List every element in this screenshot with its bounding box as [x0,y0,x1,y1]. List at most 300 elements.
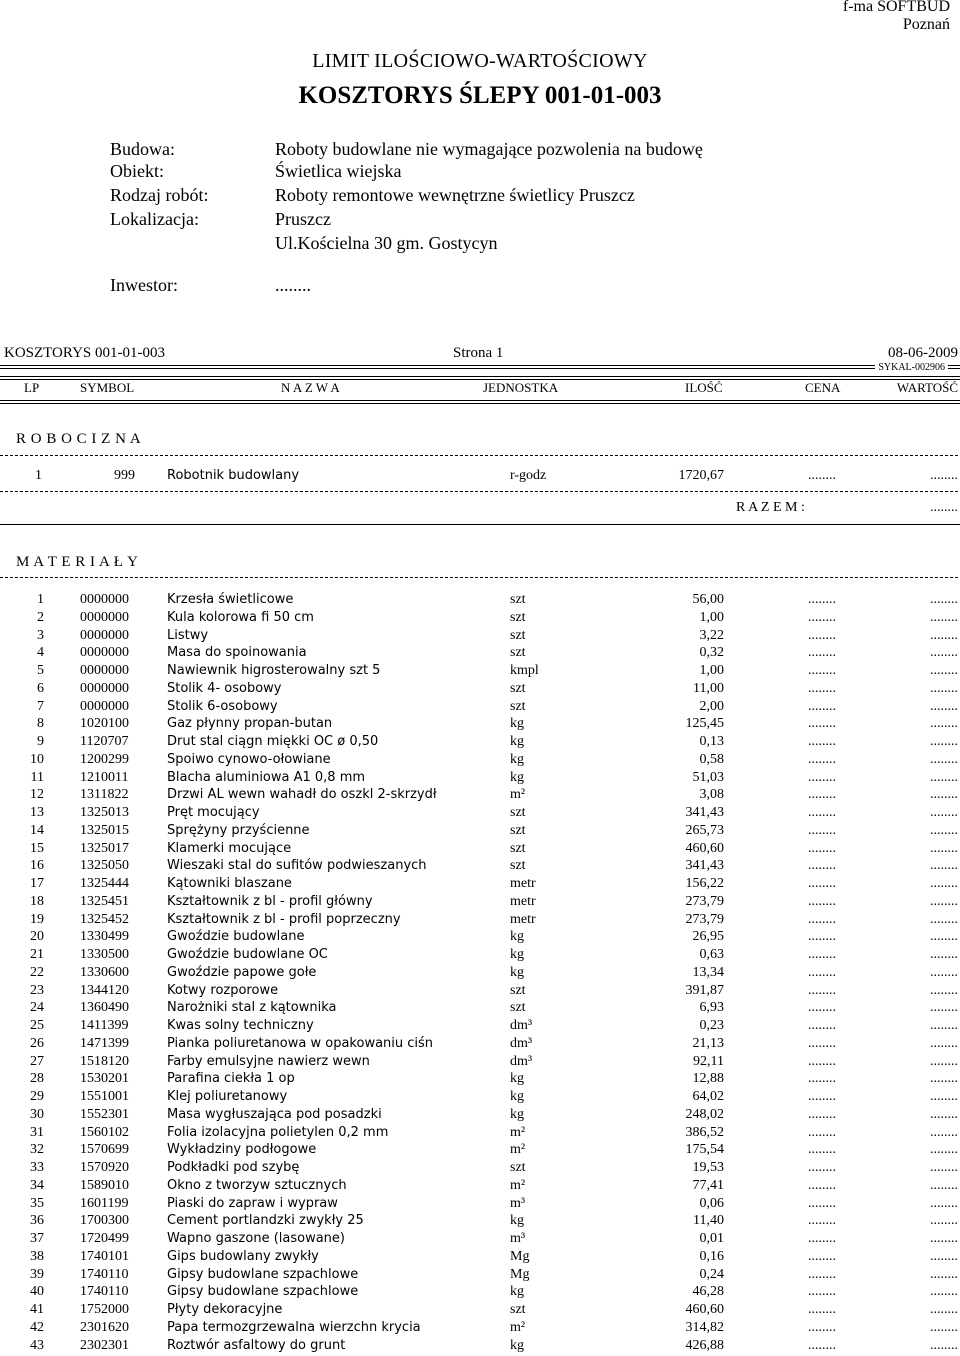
cell-qty: 92,11 [693,1053,724,1069]
cell-value: ........ [930,1337,958,1353]
table-row [0,1248,960,1266]
cell-unit: kg [510,1337,524,1353]
cell-name: Kula kolorowa fi 50 cm [167,609,314,625]
cell-price: ........ [808,1053,836,1069]
cell-name: Parafina ciekła 1 op [167,1071,295,1087]
cell-price: ........ [808,929,836,945]
table-row [0,1141,960,1159]
cell-unit: m² [510,787,526,803]
cell-qty: 0,32 [699,645,724,661]
cell-unit: m² [510,1142,526,1158]
cell-qty: 273,79 [685,911,724,927]
cell-unit: dm³ [510,1018,533,1033]
table-row [0,1337,960,1355]
cell-name: Listwy [167,627,209,643]
cell-lp: 19 [30,911,44,927]
cell-unit: dm³ [510,1035,533,1051]
cell-symbol: 1740101 [80,1248,129,1264]
table-row [0,1177,960,1195]
cell-lp: 29 [30,1089,44,1104]
cell-qty: 0,63 [699,947,724,962]
cell-symbol: 1325013 [80,805,129,820]
cell-unit: m² [510,1319,526,1335]
col-price: CENA [805,380,841,395]
cell-name: Podkładki pod szybę [167,1160,300,1175]
cell-lp: 32 [30,1142,44,1158]
col-name: N A Z W A [281,380,340,395]
cell-name: Gipsy budowlane szpachlowe [167,1284,359,1300]
cell-lp: 18 [30,893,44,909]
cell-price: ........ [808,1266,836,1282]
cell-lp: 7 [37,698,44,714]
cell-name: Gwoździe budowlane [167,929,305,945]
cell-name: Gipsy budowlane szpachlowe [167,1266,359,1282]
cell-unit: szt [510,698,526,714]
cell-symbol: 0000000 [80,663,129,678]
cell-price: ........ [808,734,836,749]
cell-price: ........ [808,769,836,785]
cell-symbol: 999 [114,468,135,483]
cell-price: ........ [808,1302,836,1317]
cell-price: ........ [808,645,836,661]
table-row [0,999,960,1017]
table-row [0,644,960,662]
cell-unit: szt [510,1160,526,1175]
dashed-rule [0,577,958,578]
cell-unit: Mg [510,1266,530,1282]
cell-qty: 0,13 [699,734,724,749]
cell-name: Wykładziny podłogowe [167,1142,317,1158]
table-row [0,982,960,1000]
cell-lp: 13 [30,805,44,820]
cell-price: ........ [808,1089,836,1104]
cell-qty: 0,23 [699,1018,724,1033]
cell-price: ........ [808,893,836,909]
cell-qty: 56,00 [692,592,724,607]
table-row [0,662,960,680]
cell-value: ........ [930,716,958,732]
cell-symbol: 1740110 [80,1284,129,1300]
section-heading-robocizna: R O B O C I Z N A [16,431,142,447]
cell-symbol: 1210011 [80,769,129,785]
cell-name: Gips budowlany zwykły [167,1248,319,1264]
cell-unit: kg [510,1071,524,1087]
cell-lp: 36 [30,1213,44,1229]
cell-lp: 23 [30,982,44,998]
cell-symbol: 1589010 [80,1177,129,1193]
table-row [0,627,960,645]
cell-unit: kg [510,947,524,962]
company-city: Poznań [902,16,950,33]
cell-price: ........ [808,787,836,803]
cell-lp: 8 [37,716,44,732]
cell-unit: kmpl [510,663,539,678]
cell-lp: 37 [30,1231,44,1246]
cell-value: ........ [930,1071,958,1087]
cell-name: Drzwi AL wewn wahadł do oszkl 2-skrzydł [167,787,437,803]
cell-symbol: 1752000 [80,1302,129,1317]
cell-qty: 2,00 [699,698,724,714]
table-row [0,822,960,840]
cell-lp: 16 [30,858,44,874]
obiekt-label: Obiekt: [110,161,164,181]
table-row [0,1159,960,1177]
col-value: WARTOŚĆ [896,380,958,395]
cell-symbol: 1720499 [80,1231,129,1246]
cell-name: Spoiwo cynowo-ołowiane [167,751,331,767]
cell-value: ........ [930,645,958,661]
table-row [0,1230,960,1248]
dashed-rule [0,491,958,492]
cell-value: ........ [930,1089,958,1104]
cell-price: ........ [808,1284,836,1300]
cell-qty: 3,08 [699,787,724,803]
cell-unit: metr [510,876,536,891]
cell-name: Klej poliuretanowy [167,1089,288,1104]
cell-value: ........ [930,1124,958,1140]
cell-lp: 24 [30,1000,44,1016]
cell-lp: 33 [30,1160,44,1175]
cell-value: ........ [930,1053,958,1069]
cell-name: Gaz płynny propan-butan [167,716,333,732]
cell-qty: 248,02 [685,1106,724,1122]
cell-value: ........ [930,1018,958,1033]
cell-qty: 265,73 [685,822,724,838]
cell-name: Roztwór asfaltowy do grunt [167,1337,346,1353]
cell-name: Krzesła świetlicowe [167,592,294,607]
cell-lp: 15 [30,840,44,856]
cell-symbol: 0000000 [80,627,129,643]
address-value: Ul.Kościelna 30 gm. Gostycyn [275,233,498,253]
table-row [0,1195,960,1213]
cell-qty: 1,00 [699,663,724,678]
cell-qty: 460,60 [685,840,724,856]
cell-value: ........ [930,734,958,749]
table-row [0,946,960,964]
cell-lp: 11 [30,769,44,785]
budowa-value: Roboty budowlane nie wymagające pozwolenia na budowę [275,139,703,159]
cell-name: Okno z tworzyw sztucznych [167,1177,347,1193]
col-unit: JEDNOSTKA [483,380,559,395]
cell-name: Gwoździe budowlane OC [167,947,328,962]
cell-name: Robotnik budowlany [167,468,300,483]
cell-value: ........ [930,876,958,891]
program-code: SYKAL-002906 [875,362,948,373]
cell-name: Stolik 6-osobowy [167,698,278,714]
cell-symbol: 0000000 [80,592,129,607]
cell-unit: szt [510,627,526,643]
cell-unit: Mg [510,1248,530,1264]
table-row [0,1266,960,1284]
cell-unit: kg [510,769,524,785]
cell-unit: szt [510,840,526,856]
cell-qty: 21,13 [692,1035,724,1051]
cell-value: ........ [930,1302,958,1317]
cell-qty: 341,43 [685,805,724,820]
inwestor-value: ........ [275,275,311,295]
cell-symbol: 1551001 [80,1089,129,1104]
cell-value: ........ [930,1035,958,1051]
table-row [0,804,960,822]
cell-qty: 426,88 [685,1337,724,1353]
lokalizacja-value: Pruszcz [275,209,331,229]
cell-price: ........ [808,751,836,767]
cell-qty: 19,53 [692,1160,724,1175]
header-double-rule [0,365,960,369]
cell-symbol: 1325452 [80,911,129,927]
table-row [0,751,960,769]
obiekt-value: Świetlica wiejska [275,161,402,181]
cell-lp: 41 [30,1302,44,1317]
cell-qty: 125,45 [685,716,724,732]
cell-price: ........ [808,716,836,732]
cell-qty: 12,88 [692,1071,724,1087]
cell-price: ........ [808,947,836,962]
cell-lp: 10 [30,751,44,767]
total-value: ........ [930,500,958,515]
cell-qty: 6,93 [699,1000,724,1016]
cell-value: ........ [930,1160,958,1175]
cell-symbol: 1471399 [80,1035,129,1051]
cell-lp: 1 [37,592,44,607]
cell-unit: kg [510,1213,524,1229]
cell-qty: 460,60 [685,1302,724,1317]
cell-symbol: 0000000 [80,698,129,714]
rodzaj-label: Rodzaj robót: [110,185,209,205]
cell-qty: 51,03 [692,769,724,785]
cell-lp: 21 [30,947,44,962]
cell-lp: 14 [30,822,44,838]
col-lp: LP [24,380,40,395]
table-row [0,893,960,911]
cell-qty: 391,87 [685,982,724,998]
cell-symbol: 1200299 [80,751,129,767]
cell-symbol: 1020100 [80,716,129,732]
cell-symbol: 0000000 [80,609,129,625]
cell-lp: 22 [30,964,44,980]
cell-symbol: 1570699 [80,1142,129,1158]
cell-price: ........ [808,1106,836,1122]
cell-qty: 341,43 [685,858,724,874]
budowa-label: Budowa: [110,139,175,159]
document-title: KOSZTORYS ŚLEPY 001-01-003 [298,82,662,109]
cell-value: ........ [930,1000,958,1016]
cell-price: ........ [808,1337,836,1353]
cell-value: ........ [930,627,958,643]
table-row [0,1035,960,1053]
cell-unit: kg [510,1284,524,1300]
table-row [0,1124,960,1142]
cell-name: Wieszaki stal do sufitów podwieszanych [167,858,427,874]
cell-lp: 30 [30,1106,44,1122]
cell-price: ........ [808,698,836,714]
cell-price: ........ [808,1035,836,1051]
cell-symbol: 1360490 [80,1000,129,1016]
cell-value: ........ [930,840,958,856]
table-row [0,609,960,627]
cell-lp: 40 [30,1284,44,1300]
column-header-row [0,379,960,397]
company-name: f-ma SOFTBUD [842,0,950,15]
cell-lp: 25 [30,1018,44,1033]
cell-symbol: 1560102 [80,1124,129,1140]
cell-name: Stolik 4- osobowy [167,680,282,696]
cell-name: Kształtownik z bl - profil poprzeczny [167,911,401,927]
rodzaj-value: Roboty remontowe wewnętrzne świetlicy Pruszcz [275,185,635,205]
cell-lp: 9 [37,734,44,749]
cell-price: ........ [808,1071,836,1087]
cell-price: ........ [808,1319,836,1335]
cell-symbol: 1330499 [80,929,129,945]
cell-name: Folia izolacyjna polietylen 0,2 mm [167,1124,389,1140]
cell-name: Kątowniki blaszane [167,876,292,891]
cell-qty: 273,79 [685,893,724,909]
cell-value: ........ [930,1195,958,1211]
cell-name: Papa termozgrzewalna wierzchn krycia [167,1319,421,1335]
cell-unit: szt [510,982,526,998]
cell-unit: szt [510,1000,526,1016]
cell-unit: szt [510,645,526,661]
cell-lp: 27 [30,1053,44,1069]
cell-unit: szt [510,609,526,625]
cell-name: Masa do spoinowania [167,645,307,661]
cell-value: ........ [930,1213,958,1229]
cell-price: ........ [808,1018,836,1033]
cell-price: ........ [808,1195,836,1211]
table-row [0,840,960,858]
cell-value: ........ [930,592,958,607]
cell-price: ........ [808,982,836,998]
table-row [0,1070,960,1088]
cell-name: Wapno gaszone (lasowane) [167,1231,345,1246]
cell-qty: 175,54 [685,1142,724,1158]
cell-value: ........ [930,663,958,678]
cell-lp: 2 [37,609,44,625]
total-label: R A Z E M : [736,500,805,515]
cell-lp: 34 [30,1177,44,1193]
cell-qty: 0,24 [699,1266,724,1282]
cell-value: ........ [930,929,958,945]
cell-qty: 26,95 [692,929,724,945]
cell-price: ........ [808,1213,836,1229]
cell-name: Płyty dekoracyjne [167,1302,283,1317]
cell-qty: 11,00 [693,680,724,696]
table-row [0,1212,960,1230]
cell-value: ........ [930,787,958,803]
cell-symbol: 0000000 [80,645,129,661]
cell-value: ........ [930,1248,958,1264]
cell-lp: 31 [30,1124,44,1140]
cell-unit: m² [510,1177,526,1193]
page-date: 08-06-2009 [888,345,958,361]
inwestor-label: Inwestor: [110,275,178,295]
cell-price: ........ [808,468,836,483]
cell-symbol: 1330500 [80,947,129,962]
table-row [0,964,960,982]
cell-name: Narożniki stal z kątownika [167,1000,337,1016]
table-row [0,1088,960,1106]
cell-symbol: 1552301 [80,1106,129,1122]
cell-price: ........ [808,911,836,927]
table-row [0,698,960,716]
cell-lp: 17 [30,876,44,891]
cell-unit: kg [510,734,524,749]
cell-symbol: 1530201 [80,1071,129,1087]
cell-value: ........ [930,982,958,998]
cell-value: ........ [930,609,958,625]
cell-lp: 35 [30,1195,44,1211]
section-heading-materialy: M A T E R I A Ł Y [16,554,139,570]
cell-symbol: 1325050 [80,858,129,874]
cell-symbol: 1325015 [80,822,129,838]
cell-qty: 64,02 [692,1089,724,1104]
cell-price: ........ [808,680,836,696]
cell-symbol: 2302301 [80,1337,129,1353]
table-row [0,786,960,804]
cell-value: ........ [930,769,958,785]
labour-total-row [0,499,960,517]
cell-value: ........ [930,911,958,927]
cell-name: Klamerki mocujące [167,840,292,856]
cell-qty: 386,52 [685,1124,724,1140]
cell-name: Nawiewnik higrosterowalny szt 5 [167,663,381,678]
cell-price: ........ [808,1160,836,1175]
col-qty: ILOŚĆ [685,380,723,395]
cell-symbol: 1344120 [80,982,129,998]
cell-lp: 39 [30,1266,44,1282]
cell-unit: kg [510,716,524,732]
cell-price: ........ [808,627,836,643]
cell-qty: 0,58 [699,751,724,767]
table-row [0,1319,960,1337]
cell-name: Drut stal ciągn miękki OC ø 0,50 [167,734,379,749]
cell-value: ........ [930,468,958,483]
cell-unit: kg [510,1106,524,1122]
cell-unit: kg [510,964,524,980]
cell-name: Sprężyny przyścienne [167,822,310,838]
cell-symbol: 0000000 [80,680,129,696]
columns-bottom-rule [0,400,960,404]
cell-price: ........ [808,1142,836,1158]
cell-name: Piaski do zapraw i wypraw [167,1195,338,1211]
cell-symbol: 1325451 [80,893,129,909]
cell-lp: 6 [37,680,44,696]
cell-value: ........ [930,751,958,767]
cell-qty: 3,22 [699,627,724,643]
cell-name: Pianka poliuretanowa w opakowaniu ciśn [167,1035,434,1051]
cell-symbol: 2301620 [80,1319,129,1335]
cell-name: Blacha aluminiowa A1 0,8 mm [167,769,366,785]
cell-lp: 42 [30,1319,44,1335]
cell-value: ........ [930,893,958,909]
cell-price: ........ [808,1231,836,1246]
cell-symbol: 1601199 [80,1195,129,1211]
cell-name: Kwas solny techniczny [167,1018,314,1033]
cell-unit: metr [510,893,536,909]
cell-value: ........ [930,822,958,838]
cell-name: Masa wygłuszająca pod posadzki [167,1106,382,1122]
cell-lp: 5 [37,663,44,678]
table-row [0,1301,960,1319]
cell-unit: metr [510,911,536,927]
cell-lp: 43 [30,1337,44,1353]
cell-unit: szt [510,858,526,874]
table-row [0,928,960,946]
cell-qty: 13,34 [692,964,724,980]
cell-value: ........ [930,680,958,696]
cell-unit: kg [510,751,524,767]
cell-price: ........ [808,805,836,820]
